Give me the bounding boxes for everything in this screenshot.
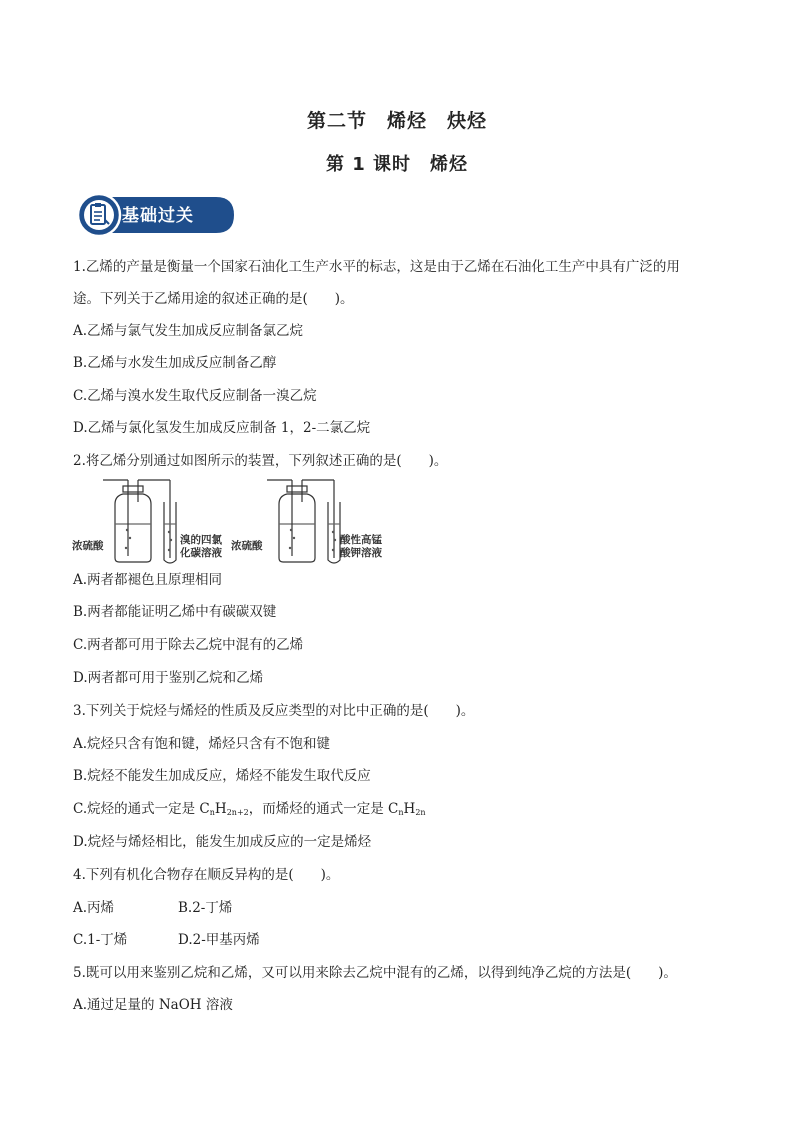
q4-option-b: B.2-丁烯 <box>178 900 233 916</box>
q2-option-b: B.两者都能证明乙烯中有碳碳双键 <box>73 604 277 620</box>
q3-option-a: A.烷烃只含有饱和键，烯烃只含有不饱和键 <box>73 736 331 752</box>
q1-stem-line1: 1.乙烯的产量是衡量一个国家石油化工生产水平的标志，这是由于乙烯在石油化工生产中具有广泛的用 <box>73 259 680 275</box>
left-bottle-label: 浓硫酸 <box>72 540 104 552</box>
q1-option-d: D.乙烯与氯化氢发生加成反应制备 1，2-二氯乙烷 <box>73 420 371 436</box>
right-tube-label-1: 酸性高锰 <box>340 534 382 546</box>
q4-option-a: A.丙烯 <box>73 900 115 916</box>
q4-option-d: D.2-甲基丙烯 <box>178 932 260 948</box>
q4-option-c: C.1-丁烯 <box>73 932 128 948</box>
q5-option-a: A.通过足量的 NaOH 溶液 <box>73 997 233 1013</box>
left-tube-label-2: 化碳溶液 <box>180 547 222 559</box>
q1-stem-line2: 途。下列关于乙烯用途的叙述正确的是( )。 <box>73 291 354 307</box>
q2-option-d: D.两者都可用于鉴别乙烷和乙烯 <box>73 670 264 686</box>
q3-stem: 3.下列关于烷烃与烯烃的性质及反应类型的对比中正确的是( )。 <box>73 703 475 719</box>
q2-option-c: C.两者都可用于除去乙烷中混有的乙烯 <box>73 637 304 653</box>
badge-label: 基础过关 <box>122 206 194 226</box>
q1-option-b: B.乙烯与水发生加成反应制备乙醇 <box>73 355 277 371</box>
q3-option-d: D.烷烃与烯烃相比，能发生加成反应的一定是烯烃 <box>73 834 372 850</box>
q3-option-b: B.烷烃不能发生加成反应，烯烃不能发生取代反应 <box>73 768 371 784</box>
right-tube-label-2: 酸钾溶液 <box>340 547 382 559</box>
q4-stem: 4.下列有机化合物存在顺反异构的是( )。 <box>73 867 340 883</box>
left-tube-label-1: 溴的四氯 <box>180 534 222 546</box>
right-bottle-label: 浓硫酸 <box>231 540 263 552</box>
q1-option-c: C.乙烯与溴水发生取代反应制备一溴乙烷 <box>73 388 317 404</box>
q1-option-a: A.乙烯与氯气发生加成反应制备氯乙烷 <box>73 323 304 339</box>
q2-option-a: A.两者都褪色且原理相同 <box>73 572 223 588</box>
lesson-title: 第 1 课时 烯烃 <box>325 154 469 175</box>
q3-option-c: C.烷烃的通式一定是 $C_nH_{2n+2}$，而烯烃的通式一定是 $C_nH_{2n}$ <box>73 801 426 817</box>
section-title: 第二节 烯烃 炔烃 <box>306 110 487 132</box>
q5-stem: 5.既可以用来鉴别乙烷和乙烯，又可以用来除去乙烷中混有的乙烯，以得到纯净乙烷的方法是( )。 <box>73 965 677 981</box>
q2-stem: 2.将乙烯分别通过如图所示的装置，下列叙述正确的是( )。 <box>73 453 448 469</box>
